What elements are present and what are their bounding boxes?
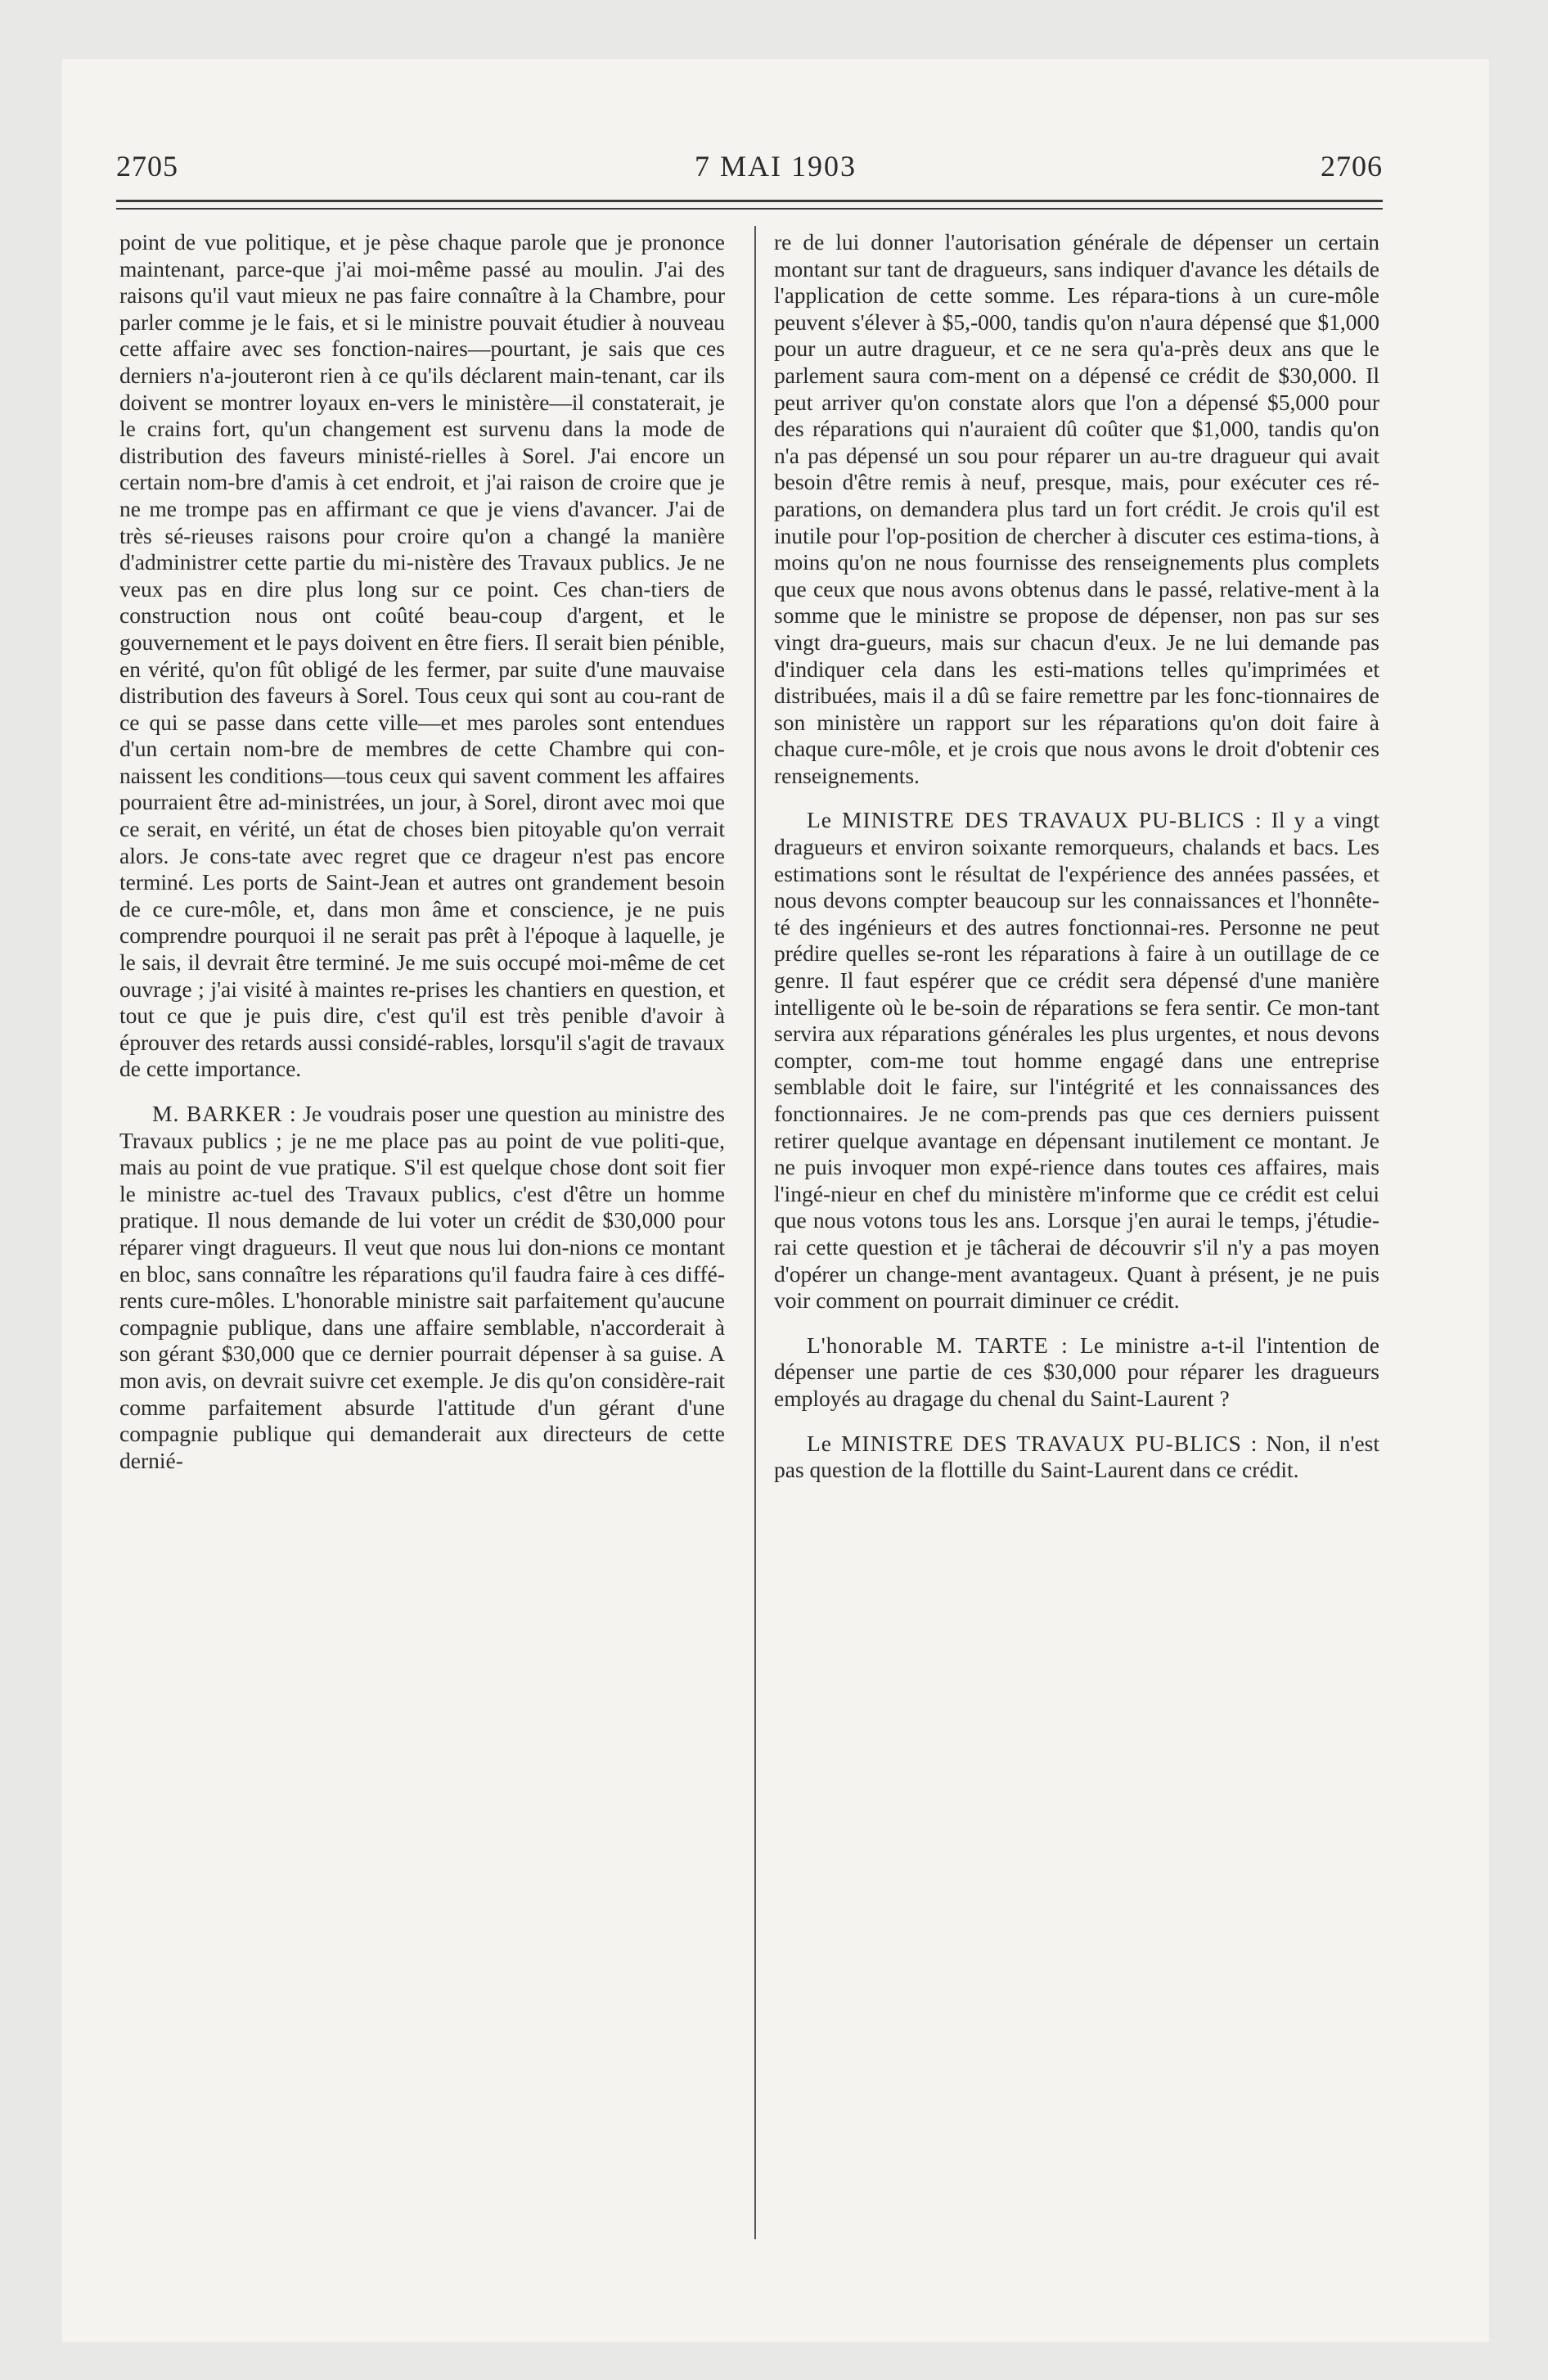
page [62, 59, 1489, 2342]
speaker-name: Le MINISTRE DES TRAVAUX PU-BLICS : [807, 807, 1262, 833]
speech-text: Il y a vingt dragueurs et environ soixante remorqueurs, chalands et bacs. Les estimations sont le résultat de l'expérience des années passées, et nous devons compter beaucoup sur les connaissances et l'honnête-té des ingénieurs et des autres fonctionnai-res. Personne ne peut prédire quelles se-ront les réparations à faire à un outillage de ce genre. Il faut espérer que ce crédit sera dépensé d'une manière intelligente où le be-soin de réparations se fera sentir. Ce mon-tant servira aux réparations générales les plus urgentes, et nous devons compter, com-me tout homme engagé dans une entreprise semblable doit le faire, sur l'intégrité et les connaissances des fonctionnaires. Je ne com-prends pas que ces derniers puissent retirer quelque avantage en dépensant inutilement ce montant. Je ne puis invoquer mon expé-rience dans toutes ces affaires, mais l'ingé-nieur en chef du ministère m'informe que ce crédit est celui que nous votons tous les ans. Lorsque j'en aurai le temps, j'étudie-rai cette question et je tâcherai de découvrir s'il n'y a pas moyen d'opérer un change-ment avantageux. Quant à présent, je ne puis voir comment on pourrait diminuer ce crédit. [774, 807, 1379, 1314]
page-number-left: 2705 [116, 150, 178, 183]
paragraph [774, 1431, 1379, 1484]
speech-text: Je voudrais poser une question au ministre des Travaux publics ; je ne me place pas au point de vue politi-que, mais au point de vue pratique. S'il est quelque chose dont soit fier le ministre ac-tuel des Travaux publics, c'est d'être un homme pratique. Il nous demande de lui voter un crédit de $30,000 pour réparer vingt dragueurs. Il veut que nous lui don-nions ce montant en bloc, sans connaître les réparations qu'il faudra faire à ces diffé-rents cure-môles. L'honorable ministre sait parfaitement qu'aucune compagnie publique, dans une affaire semblable, n'accorderait à son gérant $30,000 que ce dernier pourrait dépenser à sa guise. A mon avis, on devrait suivre cet exemple. Je dis qu'on considère-rait comme parfaitement absurde l'attitude d'un gérant d'une compagnie publique qui demanderait aux directeurs de cette dernié- [119, 1101, 726, 1473]
left-column [119, 229, 725, 1474]
paragraph [119, 1101, 725, 1474]
speech-text: Le ministre a-t-il l'intention de dépenser une partie de ces $30,000 pour réparer les dragueurs employés au dragage du chenal du Saint-Laurent ? [774, 1332, 1379, 1411]
paragraph [774, 807, 1379, 1314]
speaker-name: Le MINISTRE DES TRAVAUX PU-BLICS : [807, 1430, 1258, 1456]
page-number-right: 2706 [1321, 150, 1383, 183]
header-rule [116, 200, 1383, 202]
right-column [774, 229, 1379, 1484]
column-divider [754, 226, 756, 2239]
paragraph: re de lui donner l'autorisation générale de dépenser un certain montant sur tant de dragueurs, sans indiquer d'avance les détails de l'application de cette somme. Les répara-tions à un cure-môle peuvent s'élever à $5,-000, tandis qu'on n'aura dépensé que $1,000 pour un autre dragueur, et ce ne sera qu'a-près deux ans que le parlement saura com-ment on a dépensé ce crédit de $30,000. Il peut arriver qu'on constate alors que l'on a dépensé $5,000 pour des réparations qui n'auraient dû coûter que $1,000, tandis qu'on n'a pas dépensé un sou pour réparer un au-tre dragueur qui avait besoin d'être remis à neuf, presque, mais, pour exécuter ces ré-parations, on demandera plus tard un fort crédit. Je crois qu'il est inutile pour l'op-position de chercher à discuter ces estima-tions, à moins qu'on ne nous fournisse des renseignements plus complets que ceux que nous avons obtenus dans le passé, relative-ment à la somme que le ministre se propose de dépenser, non pas sur ses vingt dra-gueurs, mais sur chacun d'eux. Je ne lui demande pas d'indiquer cela dans les esti-mations telles qu'imprimées et distribuées, mais il a dû se faire remettre par les fonc-tionnaires de son ministère un rapport sur les réparations qu'on doit faire à chaque cure-môle, et je crois que nous avons le droit d'obtenir ces renseignements. [774, 229, 1379, 788]
speech-text: Non, il n'est pas question de la flottille du Saint-Laurent dans ce crédit. [774, 1430, 1379, 1483]
speaker-name: L'honorable M. TARTE : [807, 1332, 1069, 1358]
page-date: 7 MAI 1903 [695, 150, 857, 183]
header-rule-secondary [116, 208, 1383, 210]
paragraph: point de vue politique, et je pèse chaque parole que je prononce maintenant, parce-que j'ai moi-même passé au moulin. J'ai des raisons qu'il vaut mieux ne pas faire connaître à la Chambre, pour parler comme je le fais, et si le ministre pouvait étudier à nouveau cette affaire avec ses fonction-naires—pourtant, je sais que ces derniers n'a-jouteront rien à ce qu'ils déclarent main-tenant, car ils doivent se montrer loyaux en-vers le ministère—il constaterait, je le crains fort, qu'un changement est survenu dans la mode de distribution des faveurs ministé-rielles à Sorel. J'ai encore un certain nom-bre d'amis à cet endroit, et j'ai raison de croire que je ne me trompe pas en affirmant ce que je viens d'avancer. J'ai de très sé-rieuses raisons pour croire qu'on a changé la manière d'administrer cette partie du mi-nistère des Travaux publics. Je ne veux pas en dire plus long sur ce point. Ces chan-tiers de construction nous ont coûté beau-coup d'argent, et le gouvernement et le pays doivent en être fiers. Il serait bien pénible, en vérité, qu'on fût obligé de les fermer, par suite d'une mauvaise distribution des faveurs à Sorel. Tous ceux qui sont au cou-rant de ce qui se passe dans cette ville—et mes paroles sont entendues d'un certain nom-bre de membres de cette Chambre qui con-naissent les conditions—tous ceux qui savent comment les affaires pourraient être ad-ministrées, un jour, à Sorel, diront avec moi que ce serait, en vérité, un état de choses bien pitoyable qu'on verrait alors. Je cons-tate avec regret que ce drageur n'est pas encore terminé. Les ports de Saint-Jean et autres ont grandement besoin de ce cure-môle, et, dans mon âme et conscience, je ne puis comprendre pourquoi il ne serait pas prêt à l'époque à laquelle, je le sais, il devrait être terminé. Je me suis occupé moi-même de cet ouvrage ; j'ai visité à maintes re-prises les chantiers en question, et tout ce que je puis dire, c'est qu'il est très penible d'avoir à éprouver des retards aussi considé-rables, lorsqu'il s'agit de travaux de cette importance. [119, 229, 725, 1082]
paragraph [774, 1332, 1379, 1413]
speaker-name: M. BARKER : [152, 1101, 297, 1126]
page-header [62, 59, 1489, 190]
